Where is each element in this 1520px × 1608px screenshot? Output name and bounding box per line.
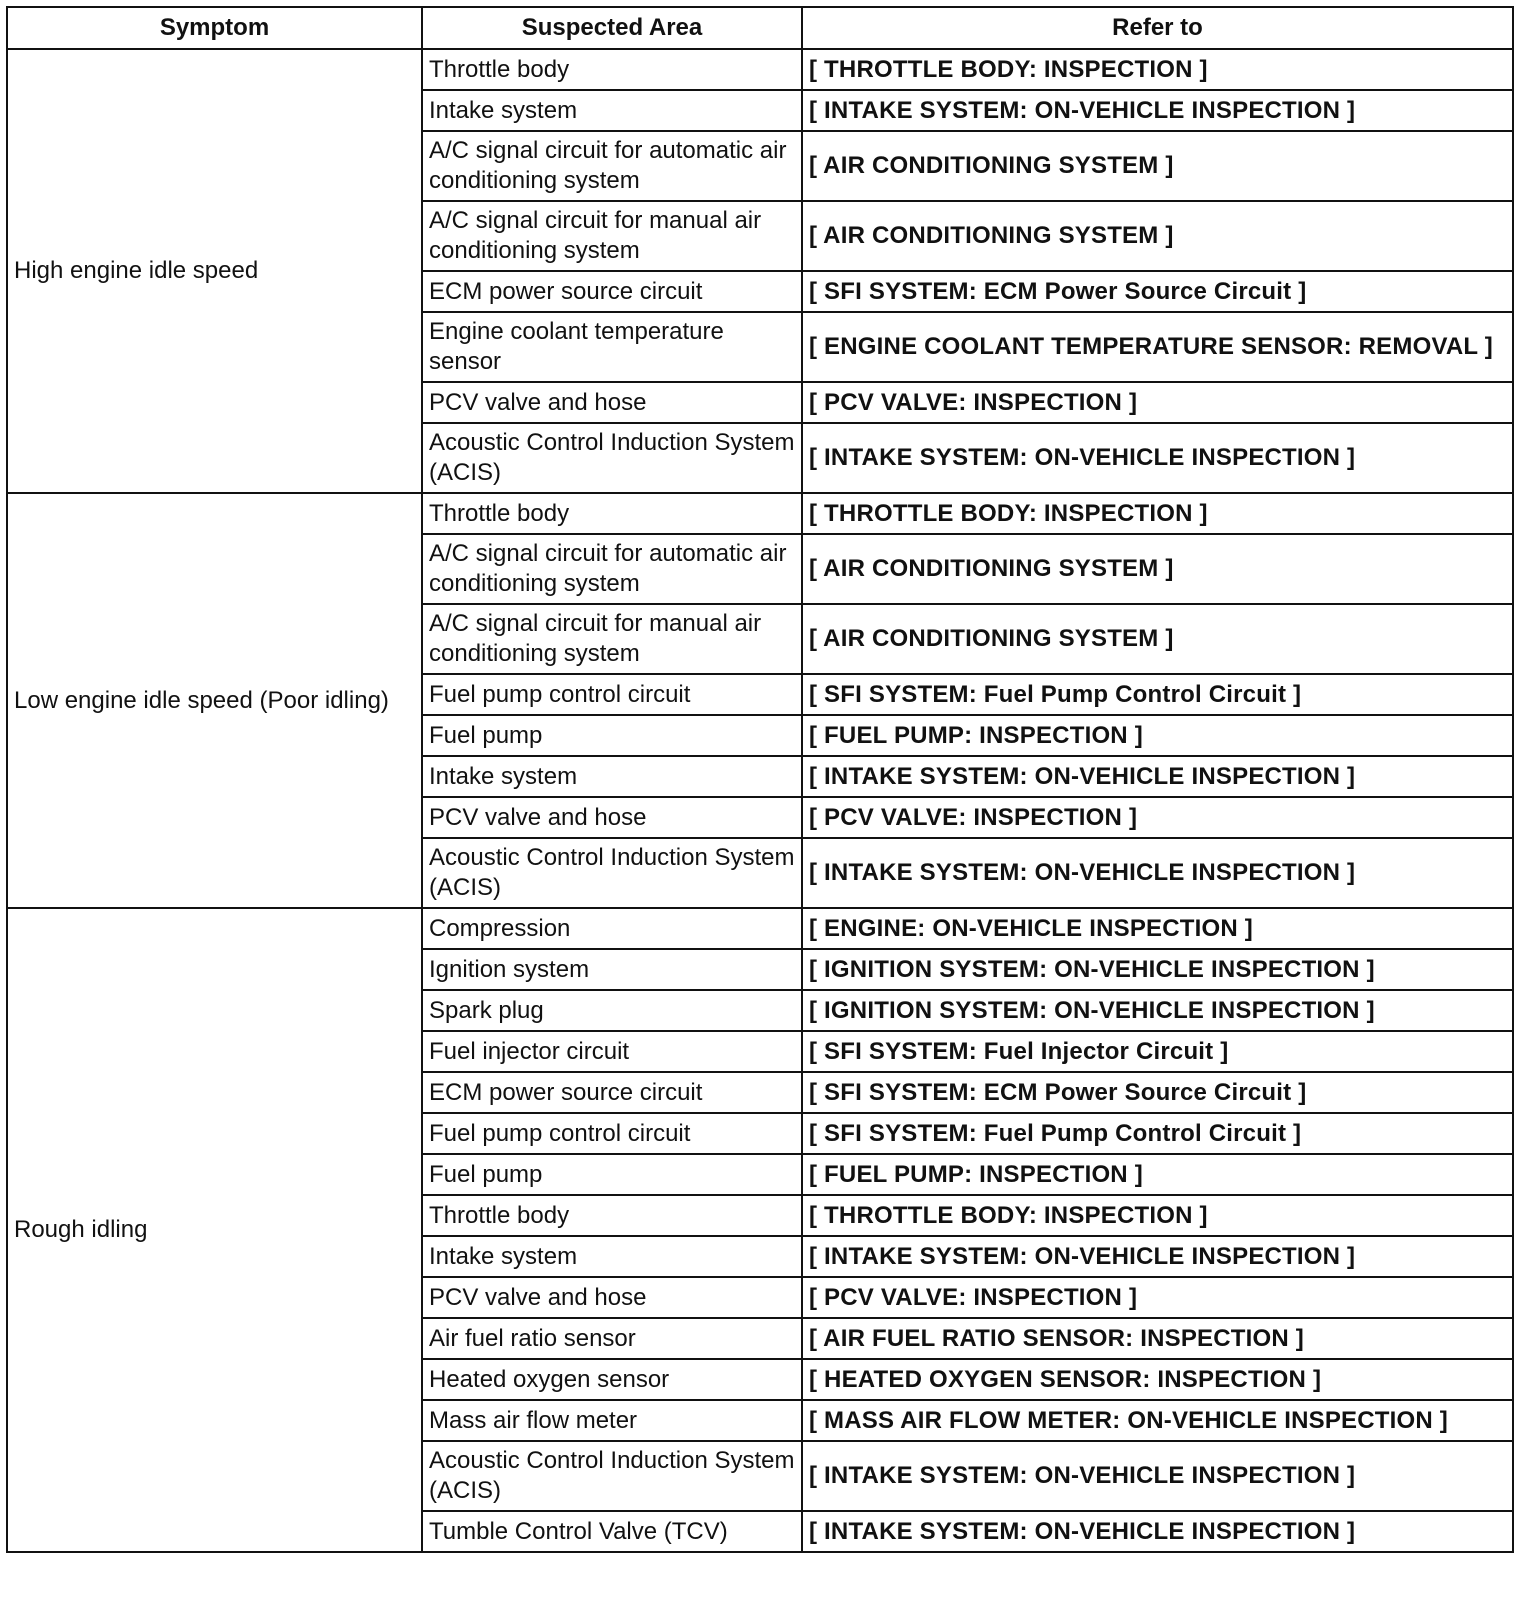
refer-to-link[interactable]: [ SFI SYSTEM: Fuel Injector Circuit ] (802, 1031, 1513, 1072)
suspected-area-cell: Intake system (422, 756, 802, 797)
table-row (7, 908, 1513, 949)
suspected-area-cell: Throttle body (422, 493, 802, 534)
troubleshooting-table (6, 6, 1514, 1553)
suspected-area-cell: PCV valve and hose (422, 1277, 802, 1318)
suspected-area-cell: Fuel pump (422, 715, 802, 756)
symptom-cell: Rough idling (7, 908, 422, 1552)
refer-to-link[interactable]: [ FUEL PUMP: INSPECTION ] (802, 1154, 1513, 1195)
refer-to-link[interactable]: [ ENGINE COOLANT TEMPERATURE SENSOR: REMOVAL ] (802, 312, 1513, 382)
refer-to-link[interactable]: [ PCV VALVE: INSPECTION ] (802, 1277, 1513, 1318)
refer-to-link[interactable]: [ THROTTLE BODY: INSPECTION ] (802, 1195, 1513, 1236)
refer-to-link[interactable]: [ AIR FUEL RATIO SENSOR: INSPECTION ] (802, 1318, 1513, 1359)
suspected-area-cell: Intake system (422, 90, 802, 131)
suspected-area-cell: Fuel pump control circuit (422, 1113, 802, 1154)
refer-to-link[interactable]: [ PCV VALVE: INSPECTION ] (802, 382, 1513, 423)
suspected-area-cell: Acoustic Control Induction System (ACIS) (422, 838, 802, 908)
header-refer-to: Refer to (802, 7, 1513, 49)
suspected-area-cell: PCV valve and hose (422, 382, 802, 423)
suspected-area-cell: Fuel pump (422, 1154, 802, 1195)
refer-to-link[interactable]: [ IGNITION SYSTEM: ON-VEHICLE INSPECTION ] (802, 990, 1513, 1031)
refer-to-link[interactable]: [ AIR CONDITIONING SYSTEM ] (802, 131, 1513, 201)
refer-to-link[interactable]: [ INTAKE SYSTEM: ON-VEHICLE INSPECTION ] (802, 90, 1513, 131)
refer-to-link[interactable]: [ FUEL PUMP: INSPECTION ] (802, 715, 1513, 756)
symptom-cell: Low engine idle speed (Poor idling) (7, 493, 422, 908)
suspected-area-cell: Engine coolant temperature sensor (422, 312, 802, 382)
refer-to-link[interactable]: [ INTAKE SYSTEM: ON-VEHICLE INSPECTION ] (802, 838, 1513, 908)
refer-to-link[interactable]: [ SFI SYSTEM: Fuel Pump Control Circuit ] (802, 1113, 1513, 1154)
refer-to-link[interactable]: [ AIR CONDITIONING SYSTEM ] (802, 534, 1513, 604)
suspected-area-cell: Acoustic Control Induction System (ACIS) (422, 423, 802, 493)
suspected-area-cell: Fuel pump control circuit (422, 674, 802, 715)
refer-to-link[interactable]: [ HEATED OXYGEN SENSOR: INSPECTION ] (802, 1359, 1513, 1400)
suspected-area-cell: A/C signal circuit for manual air conditioning system (422, 201, 802, 271)
table-row (7, 49, 1513, 90)
header-row (7, 7, 1513, 49)
suspected-area-cell: Spark plug (422, 990, 802, 1031)
suspected-area-cell: Acoustic Control Induction System (ACIS) (422, 1441, 802, 1511)
suspected-area-cell: Throttle body (422, 49, 802, 90)
table-body (7, 49, 1513, 1552)
suspected-area-cell: Tumble Control Valve (TCV) (422, 1511, 802, 1552)
refer-to-link[interactable]: [ SFI SYSTEM: ECM Power Source Circuit ] (802, 271, 1513, 312)
refer-to-link[interactable]: [ PCV VALVE: INSPECTION ] (802, 797, 1513, 838)
suspected-area-cell: Compression (422, 908, 802, 949)
refer-to-link[interactable]: [ THROTTLE BODY: INSPECTION ] (802, 493, 1513, 534)
symptom-cell: High engine idle speed (7, 49, 422, 493)
refer-to-link[interactable]: [ IGNITION SYSTEM: ON-VEHICLE INSPECTION ] (802, 949, 1513, 990)
refer-to-link[interactable]: [ INTAKE SYSTEM: ON-VEHICLE INSPECTION ] (802, 1236, 1513, 1277)
refer-to-link[interactable]: [ AIR CONDITIONING SYSTEM ] (802, 201, 1513, 271)
suspected-area-cell: Fuel injector circuit (422, 1031, 802, 1072)
suspected-area-cell: A/C signal circuit for automatic air conditioning system (422, 534, 802, 604)
table-row (7, 493, 1513, 534)
refer-to-link[interactable]: [ INTAKE SYSTEM: ON-VEHICLE INSPECTION ] (802, 423, 1513, 493)
refer-to-link[interactable]: [ THROTTLE BODY: INSPECTION ] (802, 49, 1513, 90)
refer-to-link[interactable]: [ INTAKE SYSTEM: ON-VEHICLE INSPECTION ] (802, 1441, 1513, 1511)
suspected-area-cell: Mass air flow meter (422, 1400, 802, 1441)
suspected-area-cell: ECM power source circuit (422, 271, 802, 312)
suspected-area-cell: Air fuel ratio sensor (422, 1318, 802, 1359)
refer-to-link[interactable]: [ INTAKE SYSTEM: ON-VEHICLE INSPECTION ] (802, 1511, 1513, 1552)
suspected-area-cell: Heated oxygen sensor (422, 1359, 802, 1400)
refer-to-link[interactable]: [ ENGINE: ON-VEHICLE INSPECTION ] (802, 908, 1513, 949)
refer-to-link[interactable]: [ MASS AIR FLOW METER: ON-VEHICLE INSPECTION ] (802, 1400, 1513, 1441)
header-suspected-area: Suspected Area (422, 7, 802, 49)
suspected-area-cell: Ignition system (422, 949, 802, 990)
refer-to-link[interactable]: [ INTAKE SYSTEM: ON-VEHICLE INSPECTION ] (802, 756, 1513, 797)
suspected-area-cell: Throttle body (422, 1195, 802, 1236)
refer-to-link[interactable]: [ AIR CONDITIONING SYSTEM ] (802, 604, 1513, 674)
suspected-area-cell: ECM power source circuit (422, 1072, 802, 1113)
suspected-area-cell: Intake system (422, 1236, 802, 1277)
refer-to-link[interactable]: [ SFI SYSTEM: ECM Power Source Circuit ] (802, 1072, 1513, 1113)
suspected-area-cell: A/C signal circuit for automatic air conditioning system (422, 131, 802, 201)
refer-to-link[interactable]: [ SFI SYSTEM: Fuel Pump Control Circuit ] (802, 674, 1513, 715)
suspected-area-cell: A/C signal circuit for manual air conditioning system (422, 604, 802, 674)
suspected-area-cell: PCV valve and hose (422, 797, 802, 838)
header-symptom: Symptom (7, 7, 422, 49)
